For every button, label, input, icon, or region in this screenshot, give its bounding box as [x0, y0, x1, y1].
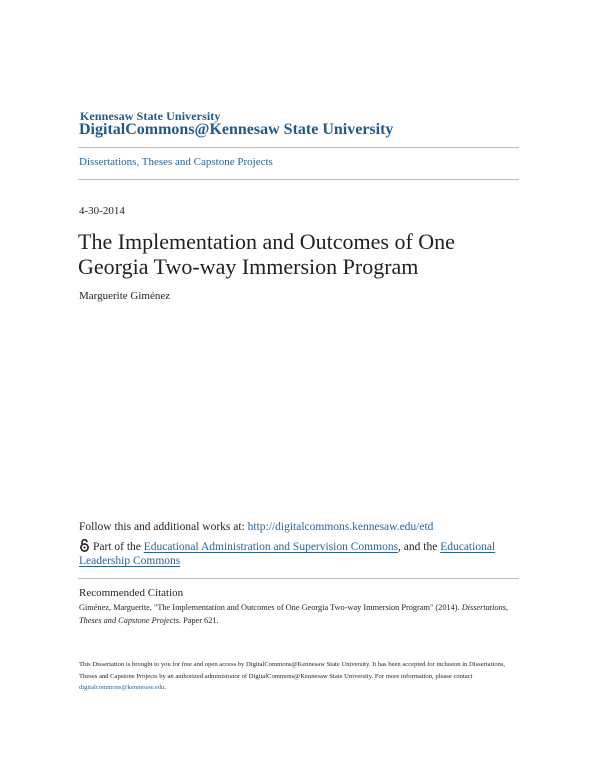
follow-prefix: Follow this and additional works at:	[79, 521, 248, 533]
document-author: Marguerite Giménez	[79, 290, 171, 302]
part-of-prefix: Part of the	[93, 541, 144, 553]
series-divider	[78, 179, 519, 180]
repository-name[interactable]: DigitalCommons@Kennesaw State University	[79, 121, 394, 138]
recommended-citation-heading: Recommended Citation	[79, 587, 184, 599]
citation-text	[79, 602, 519, 627]
publication-date: 4-30-2014	[79, 205, 125, 217]
citation-plain: Giménez, Marguerite, "The Implementation and Outcomes of One Georgia Two-way Immersion Program" (2014).	[79, 603, 462, 612]
contact-email-link[interactable]: digitalcommons@kennesaw.edu	[79, 684, 165, 691]
disclaimer-text	[79, 659, 519, 694]
commons-link-edu-leadership[interactable]: Educational Leadership Commons	[79, 541, 496, 567]
citation-divider	[78, 578, 519, 579]
document-title: The Implementation and Outcomes of One Georgia Two-way Immersion Program	[78, 229, 455, 279]
disclaimer-end: .	[164, 684, 166, 691]
citation-end: Paper 621.	[181, 615, 219, 625]
disclaimer-body: This Dissertation is brought to you for free and open access by DigitalCommons@Kennesaw State University. It has been accepted for inclusion in Dissertations, Theses and Capstone Projects by an authorized administrator of DigitalCommons@Kennesaw State University. For more information, please contact	[79, 661, 506, 680]
follow-url-link[interactable]: http://digitalcommons.kennesaw.edu/etd	[247, 521, 434, 533]
part-of-middle: , and the	[398, 541, 441, 553]
series-link[interactable]: Dissertations, Theses and Capstone Projects	[79, 156, 273, 168]
open-access-icon	[79, 539, 90, 552]
commons-link-edu-admin[interactable]: Educational Administration and Supervision Commons	[143, 541, 399, 553]
header-divider	[78, 147, 519, 148]
university-name: Kennesaw State University	[80, 109, 221, 123]
citation-italic: Dissertations, Theses and Capstone Projects.	[79, 603, 509, 625]
follow-line	[79, 521, 433, 533]
part-of-line	[79, 539, 519, 568]
